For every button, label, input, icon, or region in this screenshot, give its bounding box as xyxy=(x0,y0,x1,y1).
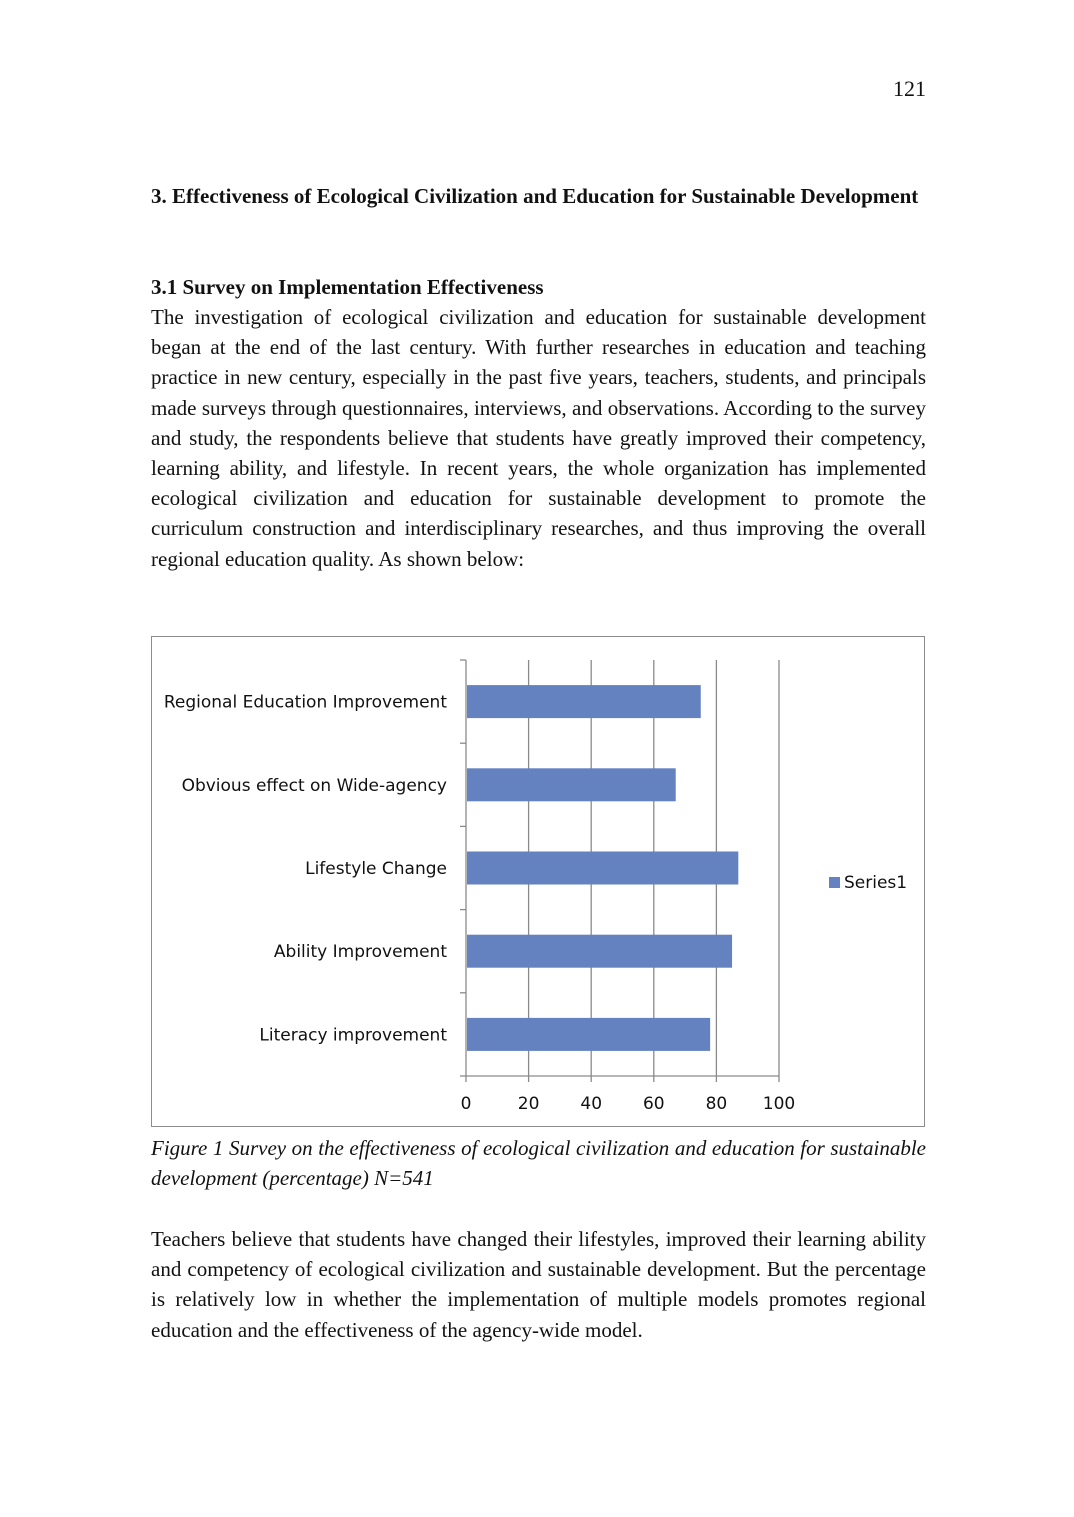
category-label: Literacy improvement xyxy=(259,1025,447,1046)
category-label: Ability Improvement xyxy=(273,942,447,963)
figure-caption: Figure 1 Survey on the effectiveness of ecological civilization and education for sustainable development (percentage) N=541 xyxy=(151,1136,926,1190)
legend-label: Series1 xyxy=(844,873,908,893)
category-label: Lifestyle Change xyxy=(305,859,447,879)
subsection-heading: 3.1 Survey on Implementation Effectiveness xyxy=(151,275,544,299)
body-paragraph-1: The investigation of ecological civilization and education for sustainable development began at the end of the last century. With further researches in education and teaching practice in new century, especially in the past five years, teachers, students, and principals made surveys through questionnaires, interviews, and observations. According to the survey and study, the respondents believe that students have greatly improved their competency, learning ability, and lifestyle. In recent years, the whole organization has implemented ecological civilization and education for sustainable development to promote the curriculum construction and interdisciplinary researches, and thus improving the overall regional education quality. As shown below: xyxy=(151,305,926,571)
category-label: Obvious effect on Wide-agency xyxy=(181,775,447,796)
section-heading: 3. Effectiveness of Ecological Civilization and Education for Sustainable Development xyxy=(151,184,919,208)
bar xyxy=(467,768,676,801)
x-tick-label: 60 xyxy=(642,1094,665,1114)
bar xyxy=(467,852,738,885)
legend-swatch xyxy=(829,877,840,888)
body-paragraph-2: Teachers believe that students have changed their lifestyles, improved their learning ability and competency of ecological civilization and sustainable development. But the percentage is relatively low in whether the implementation of multiple models promotes regional education and the effectiveness of the agency-wide model. xyxy=(151,1227,926,1342)
bar xyxy=(467,935,732,968)
x-tick-label: 40 xyxy=(580,1094,603,1114)
category-label: Regional Education Improvement xyxy=(163,692,447,713)
page-number: 121 xyxy=(893,76,926,101)
x-tick-label: 20 xyxy=(517,1094,540,1114)
bar-chart xyxy=(152,637,924,1126)
figure-frame xyxy=(151,636,925,1127)
bar xyxy=(467,1018,710,1051)
x-tick-label: 80 xyxy=(705,1094,728,1114)
bar xyxy=(467,685,701,718)
x-tick-label: 0 xyxy=(460,1094,472,1114)
x-tick-label: 100 xyxy=(762,1094,796,1114)
